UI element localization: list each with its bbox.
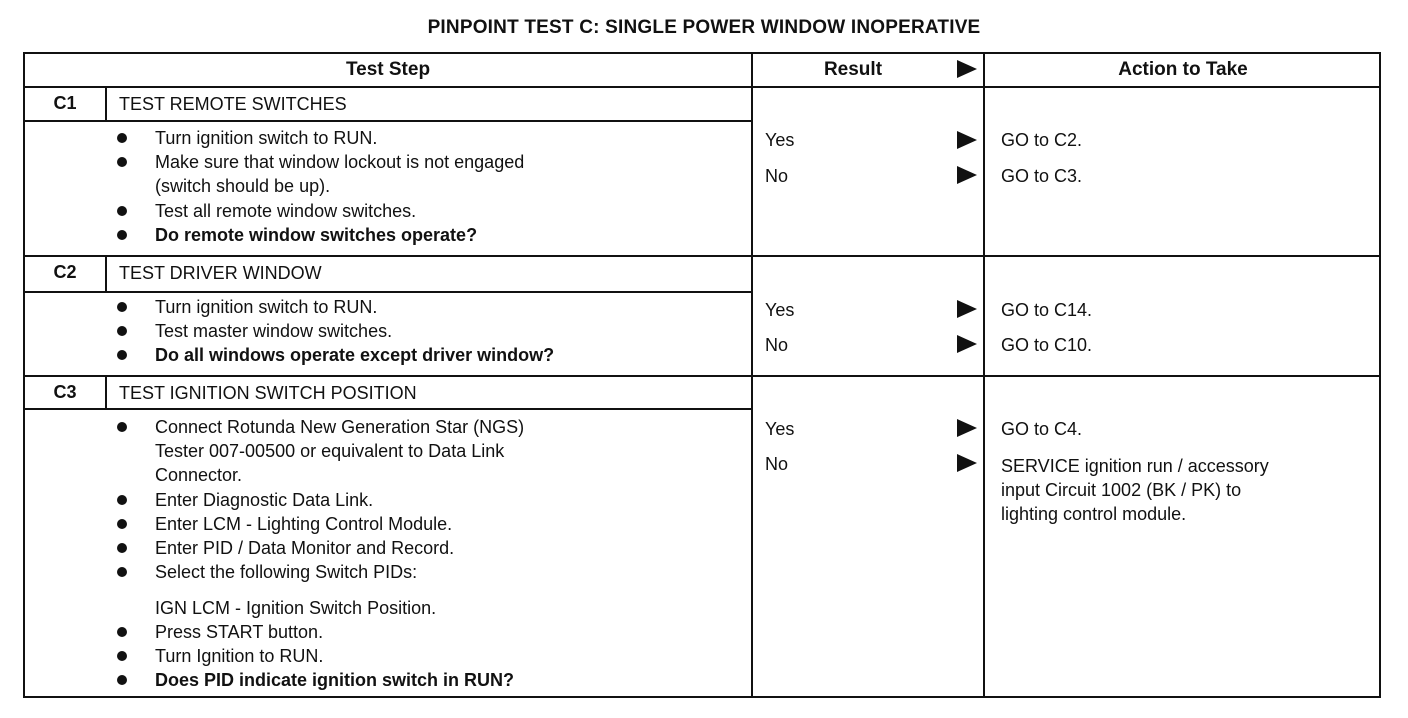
step-bullet: Connect Rotunda New Generation Star (NGS) Tester 007-00500 or equivalent to Data Link Connector. xyxy=(155,417,525,485)
arrow-icon xyxy=(957,419,977,437)
result-no: No xyxy=(765,454,789,474)
bullet-icon xyxy=(117,651,127,661)
row-divider xyxy=(25,408,751,410)
step-title: TEST IGNITION SWITCH POSITION xyxy=(119,383,417,403)
bullet-icon xyxy=(117,543,127,553)
bullet-icon xyxy=(117,519,127,529)
pinpoint-test-table xyxy=(23,52,1381,698)
bullet-icon xyxy=(117,133,127,143)
action-yes: GO to C2. xyxy=(1001,130,1083,150)
arrow-icon xyxy=(957,131,977,149)
result-yes: Yes xyxy=(765,130,795,150)
step-bullet: Press START button. xyxy=(155,622,324,642)
code-divider xyxy=(105,88,107,120)
action-no: SERVICE ignition run / accessory input Circuit 1002 (BK / PK) to lighting control module. xyxy=(1001,456,1269,524)
bullet-icon xyxy=(117,627,127,637)
code-divider xyxy=(105,377,107,408)
arrow-icon xyxy=(957,300,977,318)
step-question: Do remote window switches operate? xyxy=(155,225,478,245)
result-yes: Yes xyxy=(765,300,795,320)
action-yes: GO to C14. xyxy=(1001,300,1093,320)
step-question: Do all windows operate except driver window? xyxy=(155,345,555,365)
arrow-icon xyxy=(957,335,977,353)
row-divider xyxy=(25,375,1379,377)
step-code: C2 xyxy=(53,262,77,282)
step-note: IGN LCM - Ignition Switch Position. xyxy=(155,598,437,618)
bullet-icon xyxy=(117,422,127,432)
row-divider xyxy=(25,291,751,293)
step-bullet: Turn ignition switch to RUN. xyxy=(155,128,378,148)
step-code: C3 xyxy=(53,382,77,402)
action-no: GO to C10. xyxy=(1001,335,1093,355)
bullet-icon xyxy=(117,567,127,577)
bullet-icon xyxy=(117,206,127,216)
action-yes: GO to C4. xyxy=(1001,419,1083,439)
row-divider xyxy=(25,120,751,122)
bullet-icon xyxy=(117,326,127,336)
bullet-icon xyxy=(117,495,127,505)
step-bullet: Turn ignition switch to RUN. xyxy=(155,297,378,317)
action-no: GO to C3. xyxy=(1001,166,1083,186)
result-no: No xyxy=(765,166,789,186)
step-bullet: Select the following Switch PIDs: xyxy=(155,562,418,582)
bullet-icon xyxy=(117,157,127,167)
bullet-icon xyxy=(117,350,127,360)
step-bullet: Enter PID / Data Monitor and Record. xyxy=(155,538,455,558)
result-no: No xyxy=(765,335,789,355)
step-bullet: Enter Diagnostic Data Link. xyxy=(155,490,374,510)
step-bullet: Enter LCM - Lighting Control Module. xyxy=(155,514,453,534)
step-bullet: Make sure that window lockout is not engaged (switch should be up). xyxy=(155,152,525,196)
bullet-icon xyxy=(117,302,127,312)
step-title: TEST REMOTE SWITCHES xyxy=(119,94,347,114)
header-arrow-icon xyxy=(957,60,977,78)
bullet-icon xyxy=(117,230,127,240)
step-code: C1 xyxy=(53,93,77,113)
header-divider xyxy=(25,86,1379,88)
step-question: Does PID indicate ignition switch in RUN? xyxy=(155,670,515,690)
header-action: Action to Take xyxy=(1118,59,1248,80)
page-title: PINPOINT TEST C: SINGLE POWER WINDOW INOPERATIVE xyxy=(427,17,981,38)
bullet-icon xyxy=(117,675,127,685)
row-divider xyxy=(25,255,1379,257)
code-divider xyxy=(105,257,107,291)
step-bullet: Test all remote window switches. xyxy=(155,201,417,221)
arrow-icon xyxy=(957,454,977,472)
header-test-step: Test Step xyxy=(345,59,431,80)
step-bullet: Test master window switches. xyxy=(155,321,393,341)
step-bullet: Turn Ignition to RUN. xyxy=(155,646,324,666)
step-title: TEST DRIVER WINDOW xyxy=(119,263,322,283)
arrow-icon xyxy=(957,166,977,184)
result-yes: Yes xyxy=(765,419,795,439)
header-result: Result xyxy=(823,59,883,80)
